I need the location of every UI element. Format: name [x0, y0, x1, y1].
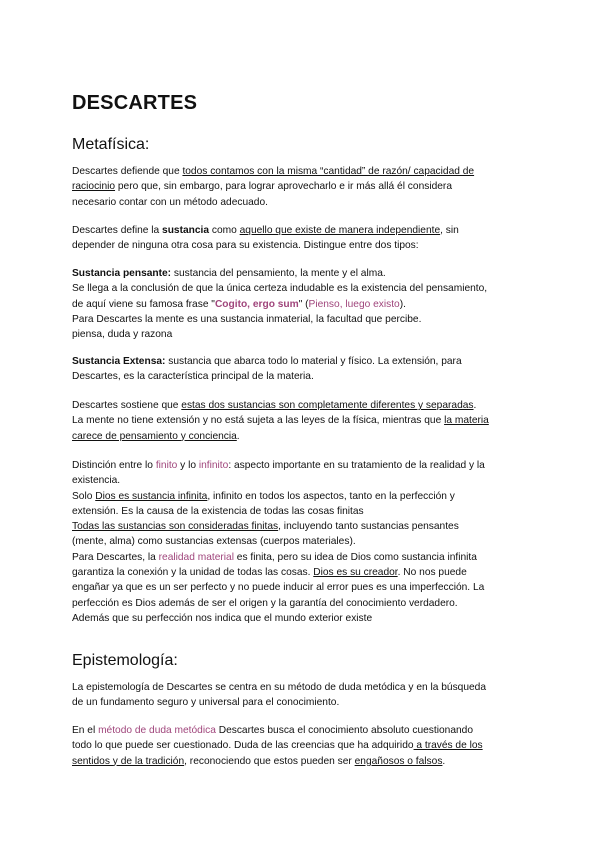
paragraph-duda-metodica: En el método de duda metódica Descartes busca el conocimiento absoluto cuestionando todo lo que puede ser cuestionado. Duda de las creencias que ha adquirido a través de los sentidos y de la tradición, reconociendo que estos pueden ser engañosos o falsos. [72, 725, 483, 767]
section-heading-epistemologia: Epistemología: [72, 652, 178, 669]
paragraph-separacion: Descartes sostiene que estas dos sustancias son completamente diferentes y separadas. La mente no tiene extensión y no está sujeta a las leyes de la física, mientras que la materia carece de pensamiento y conciencia. [72, 400, 489, 442]
document-title: DESCARTES [72, 92, 198, 114]
paragraph-metafisica-1: Descartes defiende que todos contamos con la misma “cantidad” de razón/ capacidad de raciocinio pero que, sin embargo, para lograr aprovecharlo e ir más allá él considera necesario contar con un método adecuado. [72, 166, 475, 208]
pienso-phrase: Pienso, luego existo [308, 298, 400, 310]
paragraph-sustancia-def: Descartes define la sustancia como aquello que existe de manera independiente, sin depender de ninguna otra cosa para su existencia. Distingue entre dos tipos: [72, 225, 459, 252]
section-heading-metafisica: Metafísica: [72, 136, 150, 153]
paragraph-epistemologia-1: La epistemología de Descartes se centra en su método de duda metódica y en la búsqueda de un fundamento seguro y universal para el conocimiento. [72, 682, 486, 709]
cogito-phrase: Cogito, ergo sum [214, 298, 299, 310]
paragraph-sustancia-pensante: Sustancia pensante: sustancia del pensamiento, la mente y el alma. Se llega a la conclusión de que la única certeza indudable es la existencia del pensamiento, de aquí viene su famosa frase "Cogito, ergo sum" (Pienso, luego existo). Para Descartes la mente es una sustancia inmaterial, la facultad que percibe. piensa, duda y razona [72, 268, 488, 341]
paragraph-sustancia-extensa: Sustancia Extensa: sustancia que abarca todo lo material y físico. La extensión, para Descartes, es la característica principal de la materia. [72, 356, 462, 383]
paragraph-finito-infinito: Distinción entre lo finito y lo infinito: aspecto importante en su tratamiento de la realidad y la existencia. Solo Dios es sustancia infinita, infinito en todos los aspectos, tanto en la perfección y extensión. Es la causa de la existencia de todas las cosas finitas Todas las sustancias son consideradas finitas, incluyendo tanto sustancias pensantes (mente, alma) como sustancias extensas (cuerpos materiales). Para Descartes, la realidad material es finita, pero su idea de Dios como sustancia infinita garantiza la conexión y la unidad de todas las cosas. Dios es su creador. No nos puede engañar ya que es un ser perfecto y no puede inducir al error pues es una imperfección. La perfección es Dios además de ser el origen y la garantía del conocimiento verdadero. Además que su perfección nos indica que el mundo exterior existe [72, 460, 485, 624]
